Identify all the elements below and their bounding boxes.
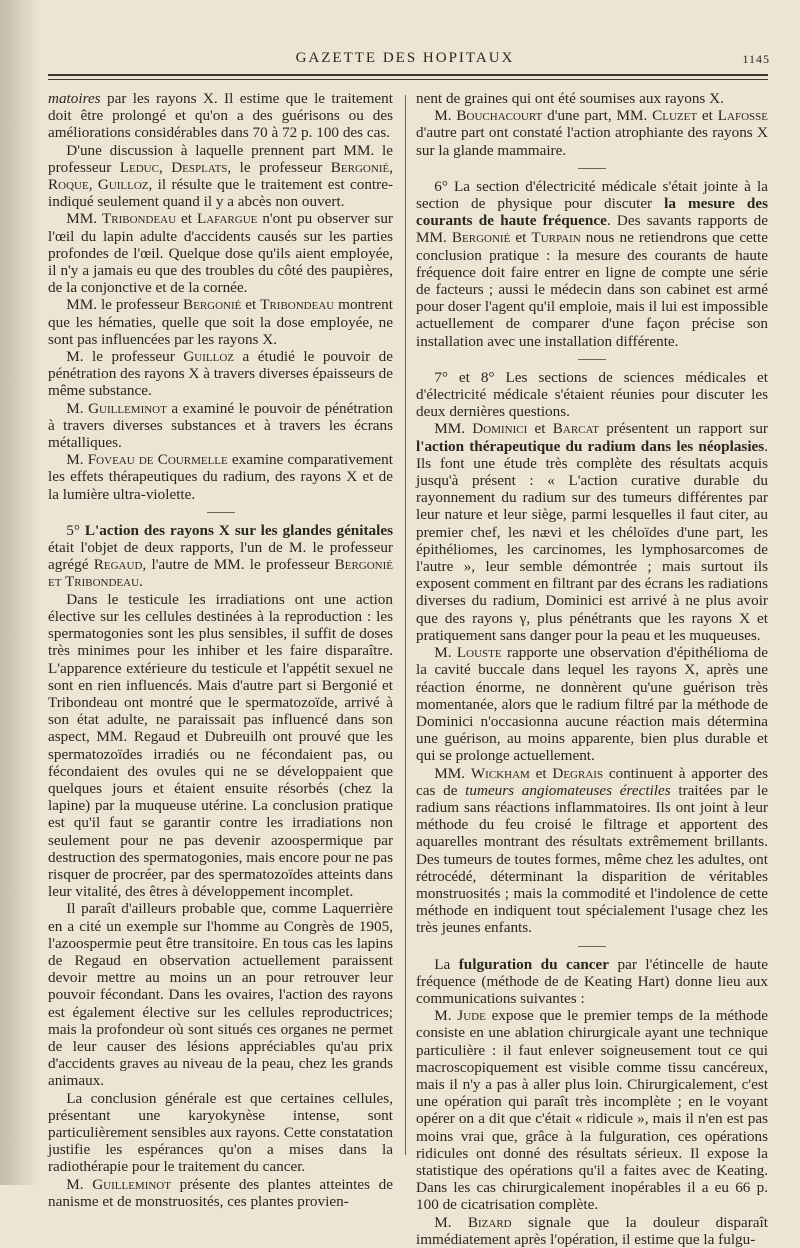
text-run: , [158,158,172,176]
paragraph [48,900,393,1089]
page-gutter-shadow [0,0,40,1185]
text-run: M. [66,1175,93,1193]
paragraph [416,178,768,350]
text-run: rapporte une observation d'épithélioma de la cavité buccale dans lequel les rayons X, après une réaction énorme, ne donnèrent qu'une guérison très momentanée, alors que le radium filtré par la méthode de Dominici n'occasionna aucune réaction mais détermina une guérison, au moins apparente, bien plus durable et qui se prolonge actuellement. [416,644,768,765]
person-name: Degrais [552,764,604,782]
text-run: examine comparativement les effets thérapeutiques du radium, des rayons X et de la lumière ultra-violette. [48,451,393,503]
text-run: signale que la douleur disparaît immédiatement après l'opération, il estime que la fulgu- [416,1213,768,1248]
italic-text: tumeurs angiomateuses érectiles [465,781,671,799]
text-run: , il résulte que le traitement est contre-indiqué seulement quand il y a abcès non ouvert. [48,176,393,211]
text-run: et [527,420,553,438]
left-column [48,90,393,1210]
person-name: Barcat [552,420,599,438]
text-run: nous ne retiendrons que cette conclusion pratique : la mesure des courants de haute fréquence doit faire entrer en ligne de compte une série de facteurs ; aussi le médecin dans son cabinet est armé pour doser l'agent qu'il emploie, mais il lui est impossible actuellement de comparer d'une façon précise son installation avec une installation différente. [416,229,768,350]
text-run: La [434,955,459,973]
person-name: Bergonié [182,296,242,314]
person-name: Lafosse [717,107,768,125]
bold-topic: L'action des rayons X sur les glandes génitales [84,521,393,539]
person-name: Bergonié [451,229,511,247]
person-name: Guilloz [183,348,234,366]
person-name: Louste [456,644,502,662]
paragraph [416,644,768,764]
paragraph [48,348,393,400]
text-run: Dans le testicule les irradiations ont une action élective sur les cellules destinées à la reproduction : les spermatogonies sont les plus sensibles, il suffit de doses très minimes pour les inhiber et les faire disparaître. L'apparence extérieure du testicule et l'appétit sexuel ne sont en rien influencés. Mais d'autre part si Bergonié et Tribondeau ont montré que le spermatozoïde, arrivé à son état adulte, ne paraissait pas influencé dans son aspect, MM. Regaud et Dubreuilh ont prouvé que les spermatozoïdes irradiés ou ne fécondaient pas, ou fécondaient des ovules qui ne se développaient que quelques jours et étaient ensuite résorbés (chez la lapine) par la muqueuse utérine. La conclusion pratique est qu'il faut se garantir contre les irradiations non seulement pour ne pas devenir azoospermique par destruction des spermatogonies, mais encore pour ne pas risquer de procréer, par des spermatozoïdes atteints dans leur vitalité, des êtres à développement incomplet. [48,590,393,901]
text-run: a étudié le pouvoir de pénétration des rayons X à travers diverses épaisseurs de même substance. [48,348,393,400]
text-run: M. [434,1007,458,1025]
bold-topic: fulguration du cancer [458,955,610,973]
person-name: Tribondeau [260,296,335,314]
paragraph [48,591,393,901]
person-name: Foveau de Courmelle [87,451,228,469]
paragraph [48,400,393,452]
paragraph [416,369,768,421]
text-run: MM. [434,764,471,782]
text-run: nent de graines qui ont été soumises aux rayons X. [416,90,724,107]
text-run: et [697,107,718,125]
paragraph [48,142,393,211]
page-number: 1145 [742,52,770,66]
text-run: 7° et 8° Les sections de sciences médicales et d'électricité médicale s'étaient réunies pour discuter les deux dernières questions. [416,368,768,421]
person-name: Guilleminot [88,399,167,417]
person-name: Bergonié [330,158,390,176]
section-divider [578,359,606,360]
text-run: continuent à apporter des cas de [416,764,768,799]
person-name: Guilleminot [92,1175,171,1193]
text-run: 5° [66,521,85,539]
person-name: Leduc [119,158,159,176]
person-name: Bergonié et Tribondeau [48,556,394,591]
text-run: MM. [434,420,473,438]
text-run: , [88,176,98,194]
text-run: n'ont pu observer sur l'œil du lapin adulte d'accidents causés sur les parties profondes de l'œil. Quelque dose qu'ils aient employée, il n'y a jamais eu que des troubles du côté des paupières, de la conjonctive et de la cornée. [48,210,393,297]
text-run: M. [66,399,89,417]
person-name: Guilloz [97,176,149,194]
text-run: M. [66,451,88,469]
page-header [40,50,770,72]
text-run: MM. le professeur [66,296,183,314]
paragraph [48,1090,393,1176]
bold-topic: l'action thérapeutique du radium dans les néoplasies [416,437,765,455]
text-run: M. [434,107,457,125]
italic-text: matoires [48,90,101,107]
text-run: M. le professeur [66,348,184,366]
right-column [416,90,768,1248]
text-run: expose que le premier temps de la méthode consiste en une ablation chirurgicale ayant une technique particulière : il faut enlever soigneusement tout ce qui macroscopiquement est visible comme tissu cancéreux, mais il n'y a pas à aller plus loin. Chirurgicalement, c'est une opération qui paraît très incomplète ; en le voyant opérer on a dit que c'était « ridicule », mais il n'en est pas moins vrai que, grâce à la fulguration, ces opérations ridicules ont donné des résultats sérieux. Il expose la statistique des opérations qu'il a faites avec de Keating. Dans les cas chirurgicalement inopérables il a eu 66 p. 100 de cicatrisation complète. [416,1007,768,1214]
bold-topic: la mesure des courants de haute fréquence [416,195,768,230]
paragraph [416,1214,768,1248]
text-run: était l'objet de deux rapports, l'un de M. le professeur agrégé [48,539,393,574]
text-run: présente des plantes atteintes de nanisme et de monstruosités, ces plantes provien- [48,1175,393,1210]
paragraph [416,90,768,107]
text-run: La conclusion générale est que certaines cellules, présentant une karyokynèse intense, sont particulièrement sensibles aux rayons. Cette constatation justifie les espérances qu'on a mises dans la radiothérapie pour le traitement du cancer. [48,1089,393,1176]
paragraph [48,1176,393,1210]
person-name: Dominici [472,420,528,438]
section-divider [578,946,606,947]
person-name: Bouchacourt [456,107,543,125]
running-head: GAZETTE DES HOPITAUX [295,50,515,66]
paragraph [416,765,768,937]
person-name: Wickham [470,764,530,782]
person-name: Jude [457,1007,486,1025]
paragraph [48,90,393,142]
person-name: Turpain [531,229,581,247]
text-run: , [389,158,393,176]
header-rule-thin [48,79,768,80]
text-run: par les rayons X. Il estime que le traitement doit être prolongé et qu'on a des guérisons ou des améliorations considérables dans 70 à 72 p. 100 des cas. [48,90,393,142]
text-run: d'une part, MM. [542,107,653,125]
paragraph [416,420,768,644]
text-run: et [510,229,532,247]
section-divider [578,168,606,169]
text-run: par l'étincelle de haute fréquence (méthode de de Keating Hart) donne lieu aux communications suivantes : [416,955,768,1007]
text-run: traitées par le radium sans réactions inflammatoires. Ils ont joint à leur méthode du feu croisé le filtrage et apportent des aquarelles montrant des résultats extrêmement brillants. Des tumeurs de toutes formes, même chez les adultes, ont rétrocédé, déterminant la disparition de véritables monstruosités ; mais la commodité et l'indolence de cette méthode en indiquent tout spécialement l'usage chez les très jeunes enfants. [416,781,769,937]
text-run: montrent que les hématies, quelle que soit la dose employée, ne sont pas influencées par les rayons X. [48,296,393,348]
paragraph [48,451,393,503]
person-name: Roque [48,176,89,194]
paragraph [48,210,393,296]
text-run: , l'autre de MM. le professeur [142,556,335,574]
person-name: Bizard [467,1213,512,1231]
text-run: présentent un rapport sur [598,420,768,438]
text-run: d'autre part ont constaté l'action atrophiante des rayons X sur la glande mammaire. [416,124,768,159]
person-name: Desplats [171,158,228,176]
section-divider [207,512,235,513]
text-run: MM. [66,210,102,228]
text-run: et [529,764,553,782]
paragraph [48,296,393,348]
text-run: et [241,296,261,314]
person-name: Lafargue [196,210,258,228]
text-run: Il paraît d'ailleurs probable que, comme Laquerrière en a cité un exemple sur l'homme au Congrès de 1905, l'azoospermie peut être transitoire. En tous cas les lapins de Regaud en observation actuellement paraissent devoir mettre au moins un an pour retrouver leur pouvoir fécondant. Dans les ovaires, l'action des rayons est également élective sur les cellules reproductrices; mais la profondeur où sont situés ces organes ne permet de leur causer des lésions appréciables qu'au prix d'accidents graves au niveau de la peau, chez les grands animaux. [48,900,393,1090]
text-run: D'une discussion à laquelle prennent part MM. le professeur [48,141,393,176]
person-name: Cluzet [652,107,698,125]
text-run: et [176,210,197,228]
text-run: M. [434,644,457,662]
text-run: 6° La section d'électricité médicale s'était jointe à la section de physique pour discuter [416,177,768,213]
column-divider [405,95,406,1155]
paragraph [416,107,768,159]
paragraph [48,522,393,591]
paragraph [416,956,768,1008]
text-run: M. [434,1213,468,1231]
text-run: . Des savants rapports de MM. [416,212,769,247]
paragraph [416,1007,768,1213]
text-run: . Ils font une étude très complète des résultats acquis jusqu'à présent : « L'action curative durable du rayonnement du radium sur des tumeurs différentes par leur nature et leur siège, parmi lesquelles il faut citer, au premier chef, les nævi et les chéloïdes d'une part, les épithéliomes, les carcinomes, les lymphosarcomes de l'autre », leur semble démontrée ; mais surtout ils exposent comment en filtrant par des écrans les radiations diverses du radium, Dominici est arrivé à ne plus avoir que des rayons γ, plus pénétrants que les rayons X et pratiquement sans danger pour la peau et les muqueuses. [416,437,768,644]
text-run: , le professeur [227,158,331,176]
text-run: . [139,573,143,591]
text-run: a examiné le pouvoir de pénétration à travers diverses substances et à travers les écrans métalliques. [48,399,393,452]
header-rule-thick [48,74,768,76]
person-name: Regaud [93,556,143,574]
person-name: Tribondeau [102,210,177,228]
